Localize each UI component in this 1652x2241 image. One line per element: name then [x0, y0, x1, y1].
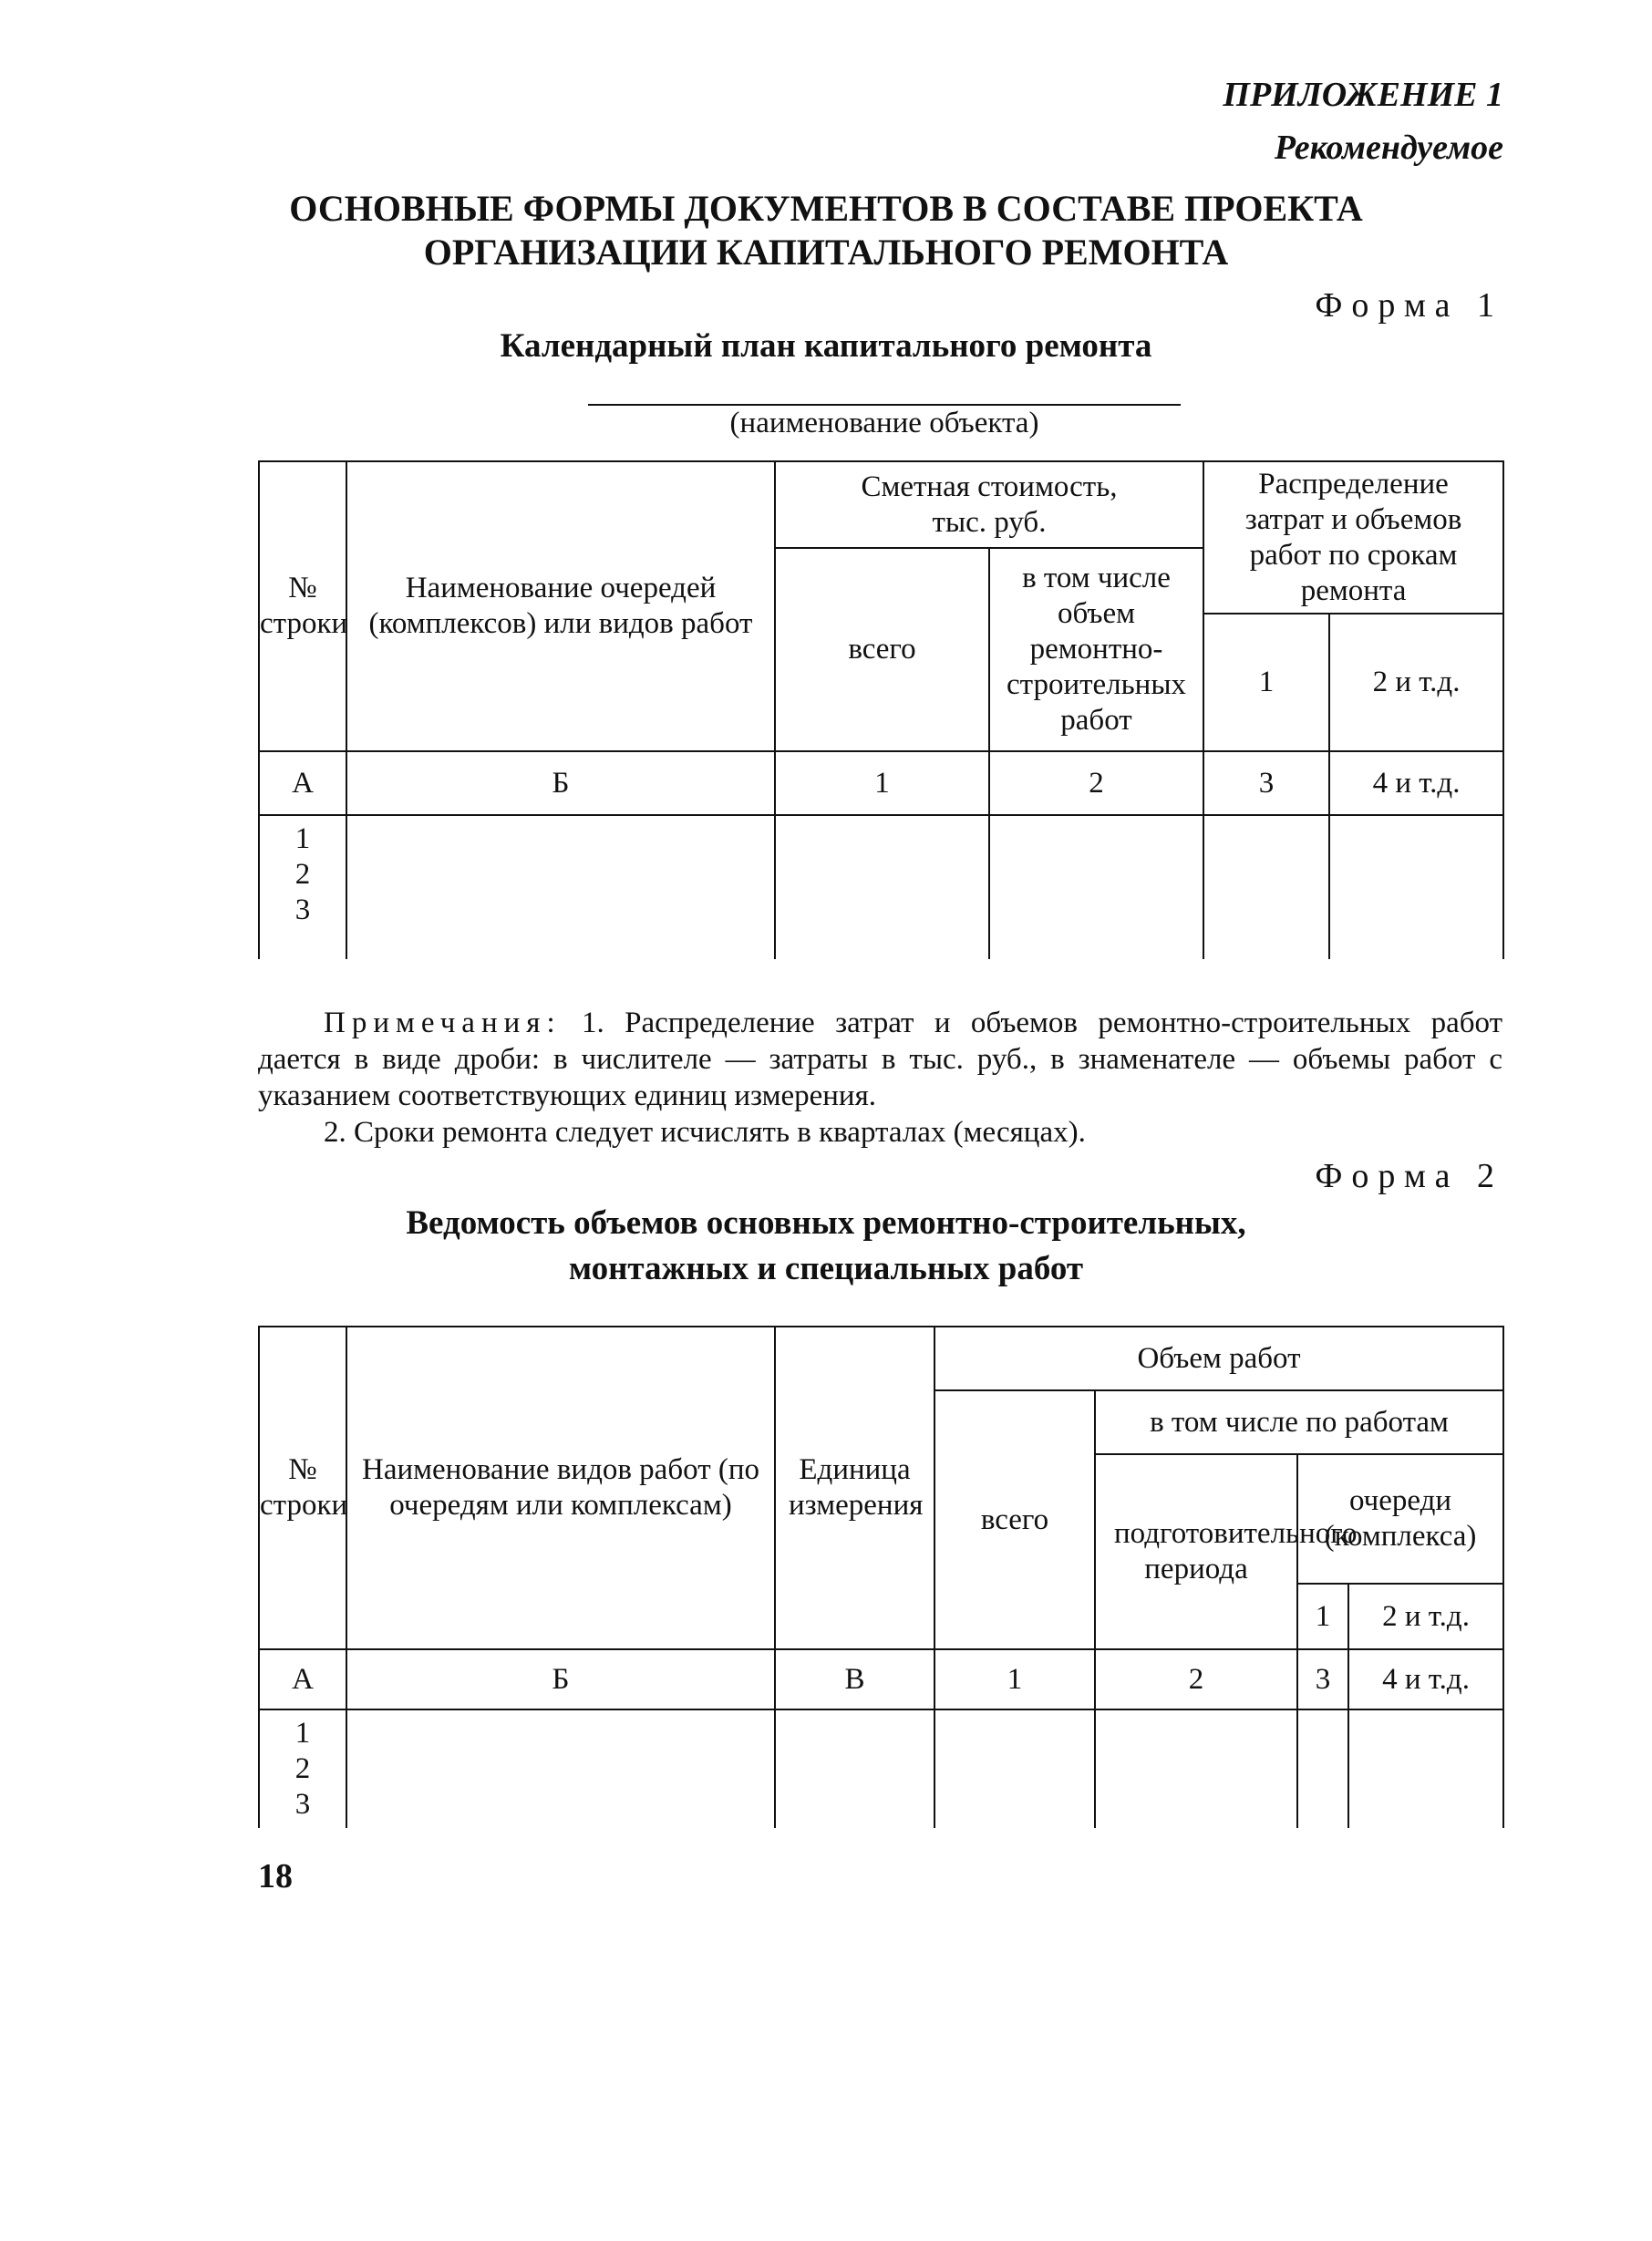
form1-header-distribution: Распределение затрат и объемов работ по срокам ремонта: [1203, 461, 1503, 614]
form2-code-4: 4 и т.д.: [1348, 1649, 1503, 1709]
form2-header-name: Наименование видов работ (по очередям или комплексам): [346, 1327, 775, 1649]
form2-table: [258, 1326, 1504, 1828]
form1-row-number: 3: [294, 893, 311, 926]
form1-label: Форма 1: [1315, 286, 1503, 325]
document-title-line-2: ОРГАНИЗАЦИИ КАПИТАЛЬНОГО РЕМОНТА: [423, 232, 1229, 273]
notes-label: Примечания:: [324, 1007, 562, 1039]
document-title: [0, 187, 1652, 274]
form2-title: [0, 1201, 1652, 1292]
form2-header-unit: Единица измерения: [775, 1327, 934, 1649]
form2-header-queue-1: 1: [1297, 1584, 1348, 1649]
object-name-line: [588, 404, 1181, 406]
form2-title-line-2: монтажных и специальных работ: [568, 1250, 1084, 1287]
form2-header-row-no: № строки: [259, 1327, 346, 1649]
form1-cell: [989, 815, 1203, 959]
form2-header-total: всего: [934, 1390, 1095, 1649]
form2-cell: [934, 1709, 1095, 1828]
object-name-caption: (наименование объекта): [729, 407, 1039, 439]
form2-row-numbers: [259, 1709, 346, 1828]
notes-block: [258, 1005, 1502, 1151]
note-2: 2. Сроки ремонта следует исчислять в кварталах (месяцах).: [324, 1116, 1086, 1149]
form2-code-v: В: [775, 1649, 934, 1709]
form1-cell: [1329, 815, 1503, 959]
page-number: 18: [258, 1857, 293, 1895]
note-1: 1. Распределение затрат и объемов ремонтно-строительных работ дается в виде дроби: в числителе — затраты в тыс. руб., в знаменателе — объемы работ с указанием соответствующих единиц измерения.: [258, 1007, 1502, 1112]
form2-title-line-1: Ведомость объемов основных ремонтно-строительных,: [406, 1204, 1246, 1242]
form1-header-period-2: 2 и т.д.: [1329, 614, 1503, 751]
form1-table: [258, 460, 1504, 959]
appendix-label: ПРИЛОЖЕНИЕ 1: [1223, 76, 1503, 114]
form2-row-number: 3: [294, 1788, 311, 1821]
form2-cell: [1095, 1709, 1297, 1828]
form1-code-4: 4 и т.д.: [1329, 751, 1503, 815]
form1-code-3: 3: [1203, 751, 1329, 815]
form1-cell: [775, 815, 989, 959]
form2-code-b: Б: [346, 1649, 775, 1709]
form1-header-period-1: 1: [1203, 614, 1329, 751]
form2-header-queue-2: 2 и т.д.: [1348, 1584, 1503, 1649]
form1-row-number: 2: [294, 858, 311, 891]
form1-header-cost: Сметная стоимость, тыс. руб.: [775, 461, 1203, 548]
form1-code-1: 1: [775, 751, 989, 815]
form2-code-1: 1: [934, 1649, 1095, 1709]
form1-header-name: Наименование очередей (комплексов) или видов работ: [346, 461, 775, 751]
form2-cell: [775, 1709, 934, 1828]
form1-row-numbers: [259, 815, 346, 959]
form1-code-b: Б: [346, 751, 775, 815]
form2-header-queue: очереди (комплекса): [1297, 1454, 1503, 1584]
form2-row-number: 2: [294, 1752, 311, 1785]
form1-header-total: всего: [775, 548, 989, 751]
form1-cell: [1203, 815, 1329, 959]
form2-label: Форма 2: [1315, 1157, 1503, 1195]
form1-header-row-no: № строки: [259, 461, 346, 751]
form2-cell: [346, 1709, 775, 1828]
form1-cell: [346, 815, 775, 959]
document-title-line-1: ОСНОВНЫЕ ФОРМЫ ДОКУМЕНТОВ В СОСТАВЕ ПРОЕКТА: [289, 188, 1363, 229]
form2-row-number: 1: [294, 1717, 311, 1750]
form1-code-a: А: [259, 751, 346, 815]
form2-header-volume: Объем работ: [934, 1327, 1503, 1390]
form1-code-2: 2: [989, 751, 1203, 815]
form1-header-incl: в том числе объем ремонтно-строительных работ: [989, 548, 1203, 751]
form1-title: Календарный план капитального ремонта: [500, 327, 1152, 365]
form2-code-a: А: [259, 1649, 346, 1709]
form2-code-2: 2: [1095, 1649, 1297, 1709]
form2-code-3: 3: [1297, 1649, 1348, 1709]
form2-cell: [1348, 1709, 1503, 1828]
form2-header-incl: в том числе по работам: [1095, 1390, 1503, 1454]
recommended-label: Рекомендуемое: [1274, 129, 1503, 167]
form2-header-prep: подготовительного периода: [1095, 1454, 1297, 1649]
form1-row-number: 1: [294, 822, 311, 855]
form2-cell: [1297, 1709, 1348, 1828]
